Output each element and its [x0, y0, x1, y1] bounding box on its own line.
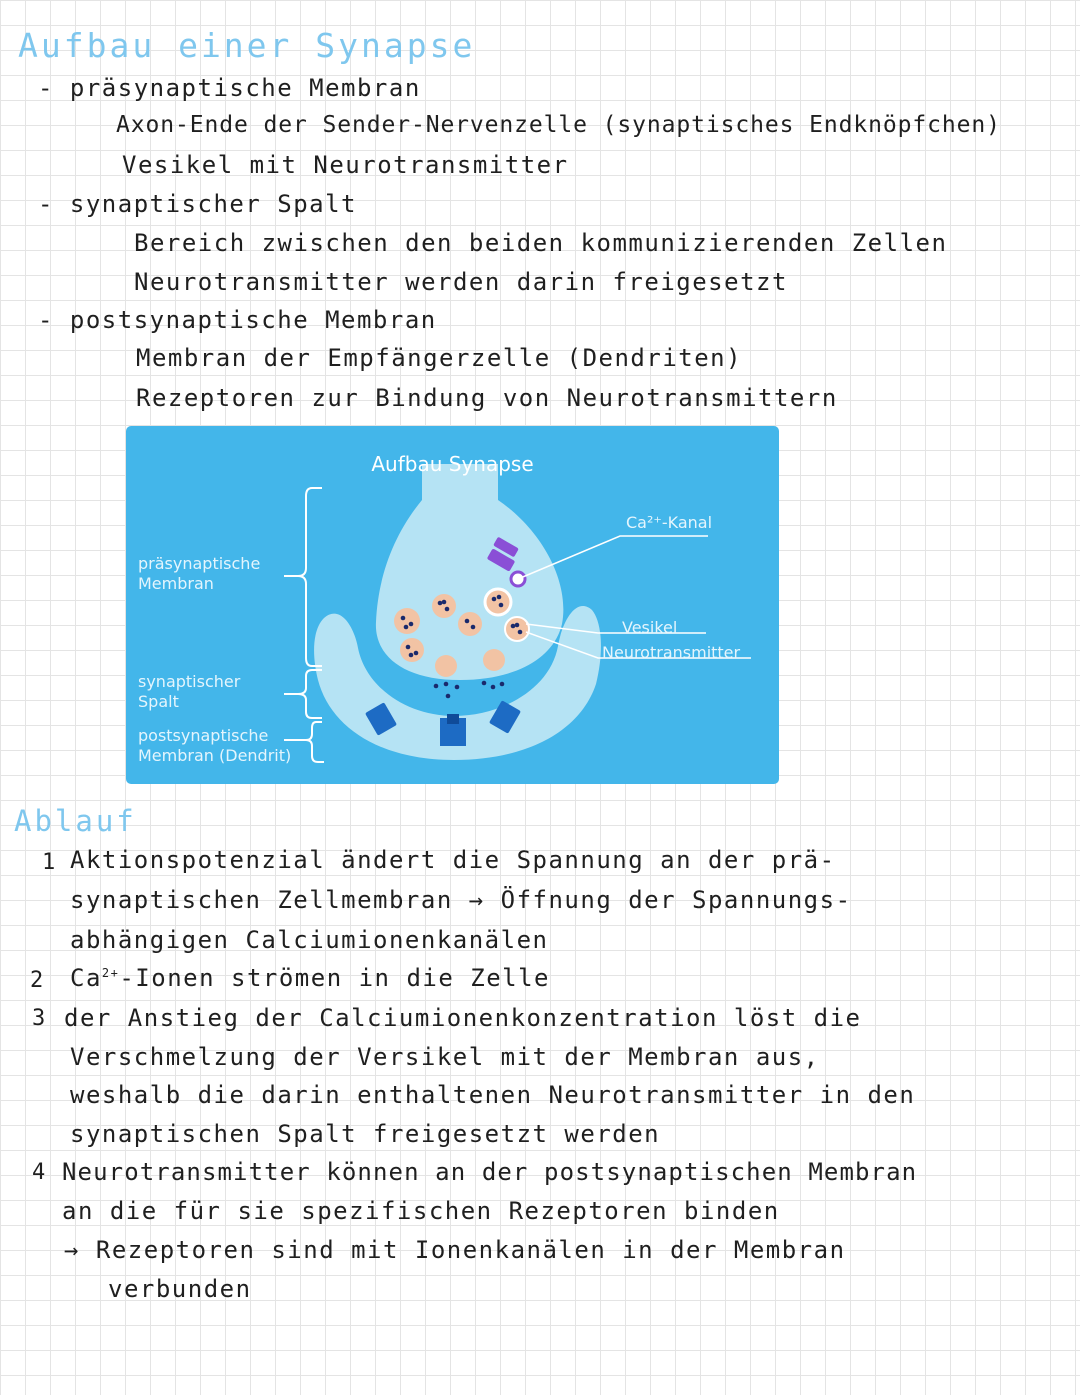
diagram-title: Aufbau Synapse [371, 452, 534, 476]
neurotransmitter-dots [434, 681, 505, 699]
label-calcium-channel: Ca²⁺-Kanal [626, 513, 713, 532]
step-number: 4 [32, 1160, 46, 1185]
heading-synaptischer-spalt: - synaptischer Spalt [38, 190, 357, 218]
text-line: Verschmelzung der Versikel mit der Membran aus, [70, 1043, 820, 1071]
label-line: postsynaptische [138, 726, 269, 745]
text-line: Neurotransmitter werden darin freigesetzt [134, 268, 788, 296]
heading-postsynaptische-membran: - postsynaptische Membran [38, 306, 437, 334]
text-line: → Rezeptoren sind mit Ionenkanälen in der Membran [64, 1236, 846, 1264]
label-line: Membran (Dendrit) [138, 746, 292, 765]
text-line: weshalb die darin enthaltenen Neurotransmitter in den [70, 1081, 916, 1109]
label-line: Spalt [138, 692, 179, 711]
label-praesynaptische-membran [138, 554, 260, 594]
text-line: der Anstieg der Calciumionenkonzentration löst die [64, 1004, 862, 1032]
text-line: Bereich zwischen den beiden kommunizierenden Zellen [134, 229, 948, 257]
synapse-diagram [126, 426, 779, 784]
text-line: an die für sie spezifischen Rezeptoren binden [62, 1197, 780, 1225]
label-line: Membran [138, 574, 214, 593]
step-number: 2 [30, 968, 44, 993]
section-title-ablauf: Ablauf [14, 804, 137, 838]
text-line: Vesikel mit Neurotransmitter [122, 151, 569, 179]
label-line: synaptischer [138, 672, 241, 691]
heading-praesynaptische-membran: - präsynaptische Membran [38, 74, 421, 102]
text-line: synaptischen Spalt freigesetzt werden [70, 1120, 661, 1148]
text-fragment: Ca [70, 964, 102, 992]
step-number: 3 [32, 1006, 46, 1031]
step-number: 1 [42, 850, 56, 875]
label-neurotransmitter: Neurotransmitter [602, 643, 741, 662]
text-fragment: -Ionen strömen in die Zelle [119, 964, 550, 992]
label-synaptischer-spalt [138, 672, 240, 712]
section-title-aufbau: Aufbau einer Synapse [18, 26, 476, 65]
superscript: 2+ [101, 966, 120, 980]
text-line: verbunden [108, 1275, 252, 1303]
label-postsynaptische-membran [138, 726, 291, 766]
text-line: synaptischen Zellmembran → Öffnung der Spannungs- [70, 886, 852, 914]
text-line: Rezeptoren zur Bindung von Neurotransmittern [136, 384, 838, 412]
label-vesikel: Vesikel [622, 618, 678, 637]
text-line: abhängigen Calciumionenkanälen [70, 926, 549, 954]
label-line: präsynaptische [138, 554, 261, 573]
text-line: Axon-Ende der Sender-Nervenzelle (synaptisches Endknöpfchen) [116, 112, 1001, 138]
text-line: Membran der Empfängerzelle (Dendriten) [136, 344, 743, 372]
text-line: Aktionspotenzial ändert die Spannung an der prä- [70, 846, 836, 874]
text-line: Neurotransmitter können an der postsynaptischen Membran [62, 1158, 918, 1186]
text-line [70, 964, 550, 992]
